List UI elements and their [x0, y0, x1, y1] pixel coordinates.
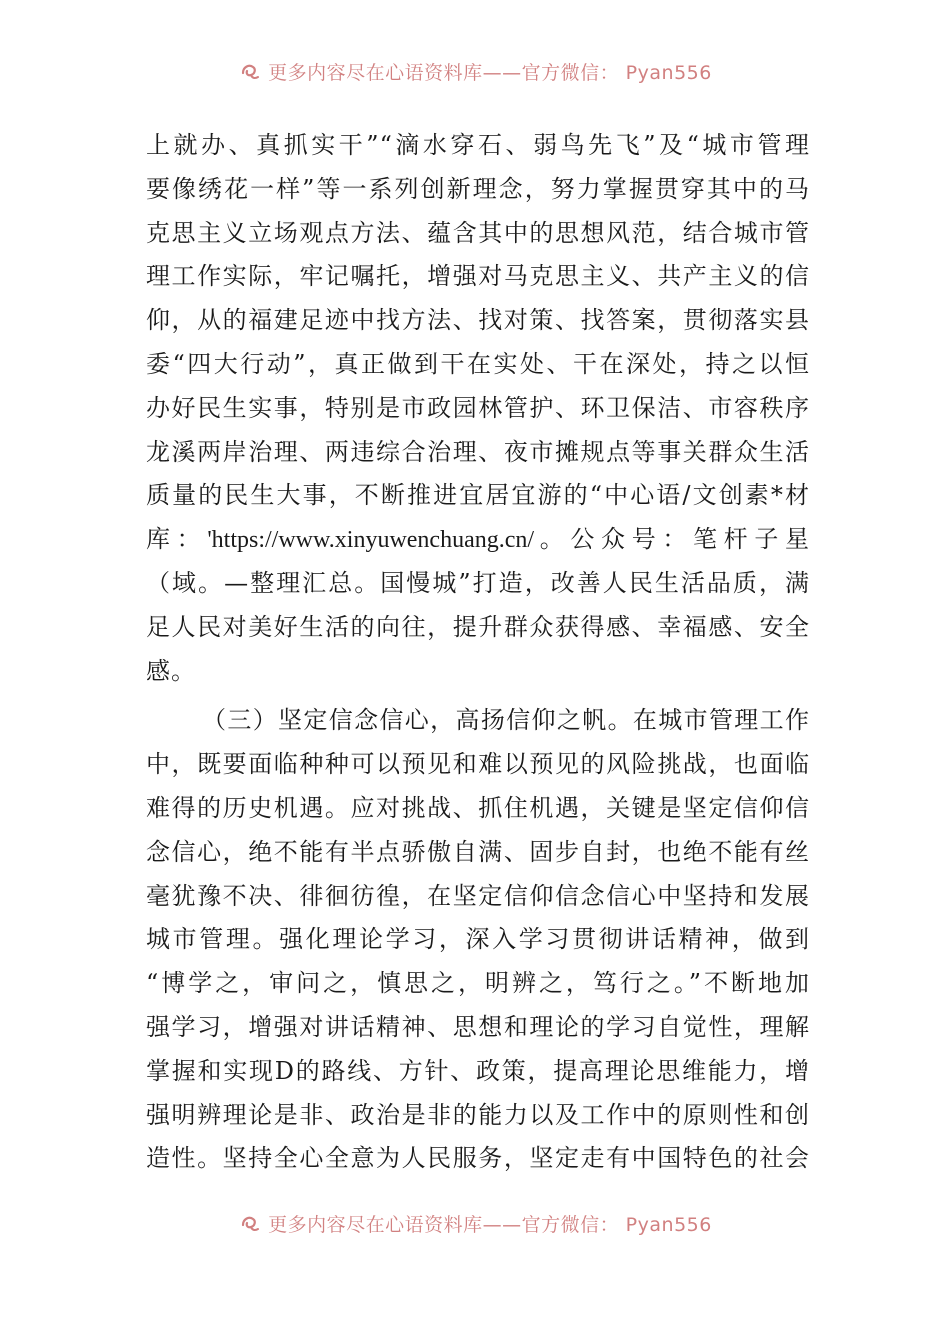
- paragraph-2: [146, 699, 810, 1181]
- text-line: 强学习，增强对讲话精神、思想和理论的学习自觉性，理解: [146, 1012, 810, 1041]
- text-line: 办好民生实事，特别是市政园林管护、环卫保洁、市容秩序: [146, 393, 810, 422]
- watermark-logo-icon: [238, 1211, 262, 1235]
- text-line: 要像绣花一样”等一系列创新理念，努力掌握贯穿其中的马: [146, 174, 810, 203]
- text-line: 掌握和实现D的路线、方针、政策，提高理论思维能力，增: [146, 1056, 810, 1085]
- text-line: 毫犹豫不决、徘徊彷徨，在坚定信仰信念信心中坚持和发展: [146, 881, 810, 910]
- text-line: 难得的历史机遇。应对挑战、抓住机遇，关键是坚定信仰信: [146, 793, 810, 822]
- text-line: 强明辨理论是非、政治是非的能力以及工作中的原则性和创: [146, 1100, 810, 1129]
- document-body: [146, 124, 810, 1181]
- watermark-text: 更多内容尽在心语资料库——官方微信： Pyan556: [268, 1213, 712, 1236]
- text-line: 龙溪两岸治理、两违综合治理、夜市摊规点等事关群众生活: [146, 437, 810, 466]
- text-line: 克思主义立场观点方法、蕴含其中的思想风范，结合城市管: [146, 218, 810, 247]
- watermark-logo-icon: [238, 59, 262, 83]
- paragraph-1: [146, 124, 810, 693]
- text-line: 上就办、真抓实干”“滴水穿石、弱鸟先飞”及“城市管理: [146, 131, 810, 159]
- text-line: 理工作实际，牢记嘱托，增强对马克思主义、共产主义的信: [146, 262, 810, 291]
- url-line-suffix: 。公众号：笔杆子星: [534, 525, 810, 554]
- text-line: 中，既要面临种种可以预见和难以预见的风险挑战，也面临: [146, 750, 810, 779]
- url-line-prefix: 库：: [146, 525, 208, 554]
- text-line: 感。: [146, 656, 196, 685]
- text-line: 足人民对美好生活的向往，提升群众获得感、幸福感、安全: [146, 612, 810, 641]
- watermark-text: 更多内容尽在心语资料库——官方微信： Pyan556: [268, 61, 712, 84]
- text-line: “博学之，审问之，慎思之，明辨之，笃行之。”不断地加: [146, 969, 810, 998]
- section-heading-line: （三）坚定信念信心，高扬信仰之帆。在城市管理工作: [202, 706, 810, 735]
- text-line: 造性。坚持全心全意为人民服务，坚定走有中国特色的社会: [146, 1144, 810, 1173]
- text-line: 委“四大行动”，真正做到干在实处、干在深处，持之以恒: [146, 349, 810, 378]
- website-link[interactable]: 'https://www.xinyuwenchuang.cn/: [207, 527, 535, 554]
- text-line: 仰，从的福建足迹中找方法、找对策、找答案，贯彻落实县: [146, 306, 810, 335]
- header-watermark: [0, 56, 950, 86]
- text-line: 质量的民生大事，不断推进宜居宜游的“中心语/文创素*材: [146, 481, 810, 510]
- text-line: 城市管理。强化理论学习，深入学习贯彻讲话精神，做到: [146, 925, 810, 954]
- url-line: [146, 518, 810, 562]
- text-line: （域。—整理汇总。国慢城”打造，改善人民生活品质，满: [146, 568, 810, 597]
- text-line: 念信心，绝不能有半点骄傲自满、固步自封，也绝不能有丝: [146, 837, 810, 866]
- footer-watermark: [0, 1208, 950, 1238]
